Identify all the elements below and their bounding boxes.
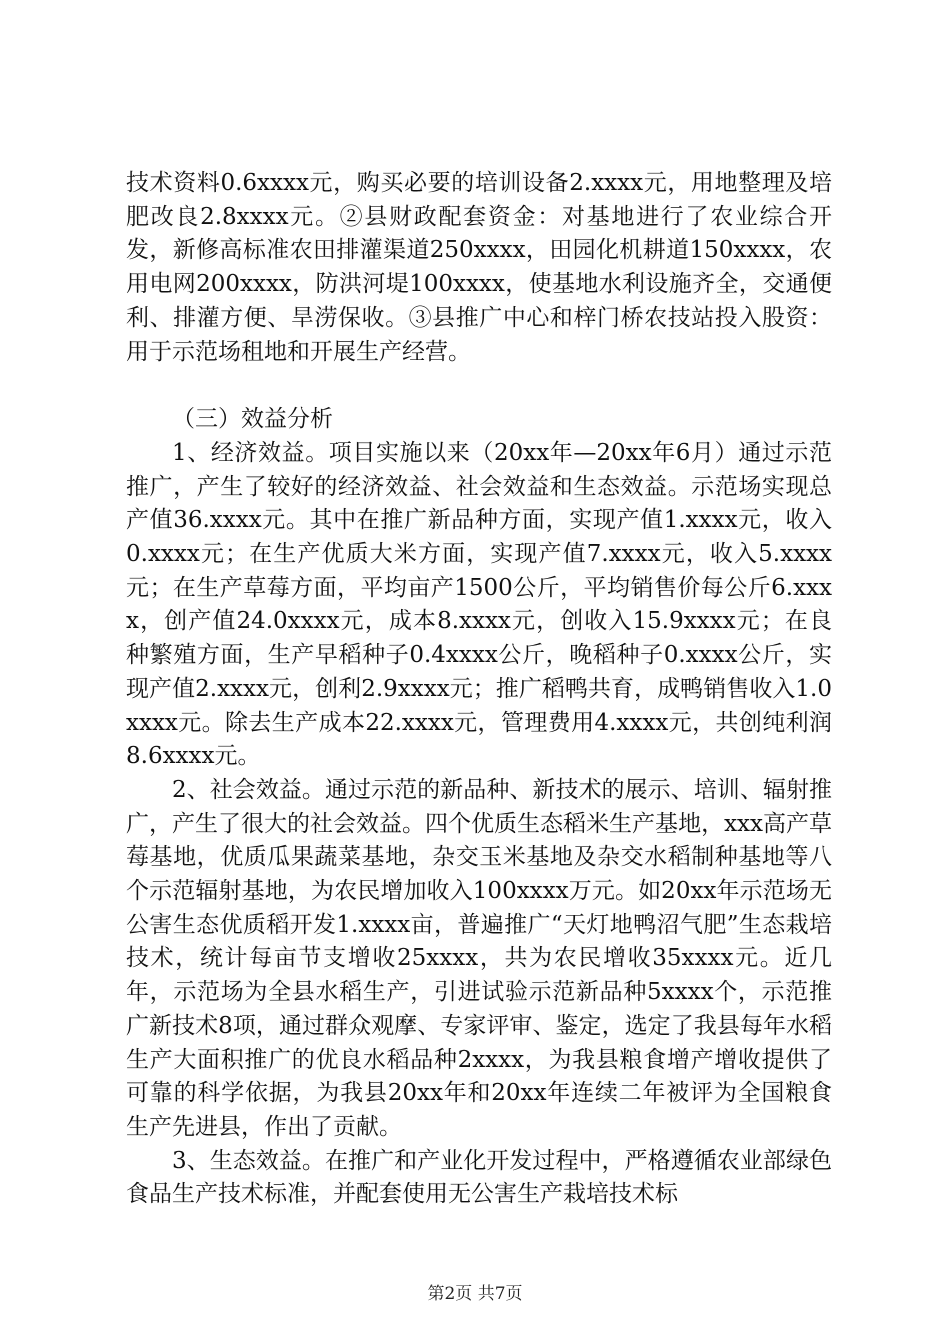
paragraph-funding-continuation: 技术资料0.6xxxx元，购买必要的培训设备2.xxxx元，用地整理及培肥改良2.8xxxx元。②县财政配套资金：对基地进行了农业综合开发，新修高标准农田排灌渠道250xxxx，田园化机耕道150xxxx，农用电网200xxxx，防洪河堤100xxxx，使基地水利设施齐全，交通便利、排灌方便、旱涝保收。③县推广中心和梓门桥农技站投入股资：用于示范场租地和开展生产经营。 <box>126 170 832 365</box>
document-body <box>126 167 832 1212</box>
section-heading-benefit-analysis: （三）效益分析 <box>172 406 333 433</box>
paragraph-social-benefit: 2、社会效益。通过示范的新品种、新技术的展示、培训、辐射推广，产生了很大的社会效益。四个优质生态稻米生产基地，xxx高产草莓基地，优质瓜果蔬菜基地，杂交玉米基地及杂交水稻制种基地等八个示范辐射基地，为农民增加收入100xxxx万元。如20xx年示范场无公害生态优质稻开发1.xxxx亩，普遍推广“天灯地鸭沼气肥”生态栽培技术，统计每亩节支增收25xxxx，共为农民增收35xxxx元。近几年，示范场为全县水稻生产，引进试验示范新品种5xxxx个，示范推广新技术8项，通过群众观摩、专家评审、鉴定，选定了我县每年水稻生产大面积推广的优良水稻品种2xxxx，为我县粮食增产增收提供了可靠的科学依据，为我县20xx年和20xx年连续二年被评为全国粮食生产先进县，作出了贡献。 <box>126 776 832 1140</box>
paragraph-ecological-benefit: 3、生态效益。在推广和产业化开发过程中，严格遵循农业部绿色食品生产技术标准，并配套使用无公害生产栽培技术标 <box>126 1147 832 1208</box>
paragraph-economic-benefit: 1、经济效益。项目实施以来（20xx年—20xx年6月）通过示范推广，产生了较好的经济效益、社会效益和生态效益。示范场实现总产值36.xxxx元。其中在推广新品种方面，实现产值1.xxxx元，收入0.xxxx元；在生产优质大米方面，实现产值7.xxxx元，收入5.xxxx元；在生产草莓方面，平均亩产1500公斤，平均销售价每公斤6.xxxx，创产值24.0xxxx元，成本8.xxxx元，创收入15.9xxxx元；在良种繁殖方面，生产早稻种子0.4xxxx公斤，晚稻种子0.xxxx公斤，实现产值2.xxxx元，创利2.9xxxx元；推广稻鸭共育，成鸭销售收入1.0xxxx元。除去生产成本22.xxxx元，管理费用4.xxxx元，共创纯利润8.6xxxx元。 <box>126 439 832 770</box>
page-footer: 第2页 共7页 <box>427 1284 523 1304</box>
